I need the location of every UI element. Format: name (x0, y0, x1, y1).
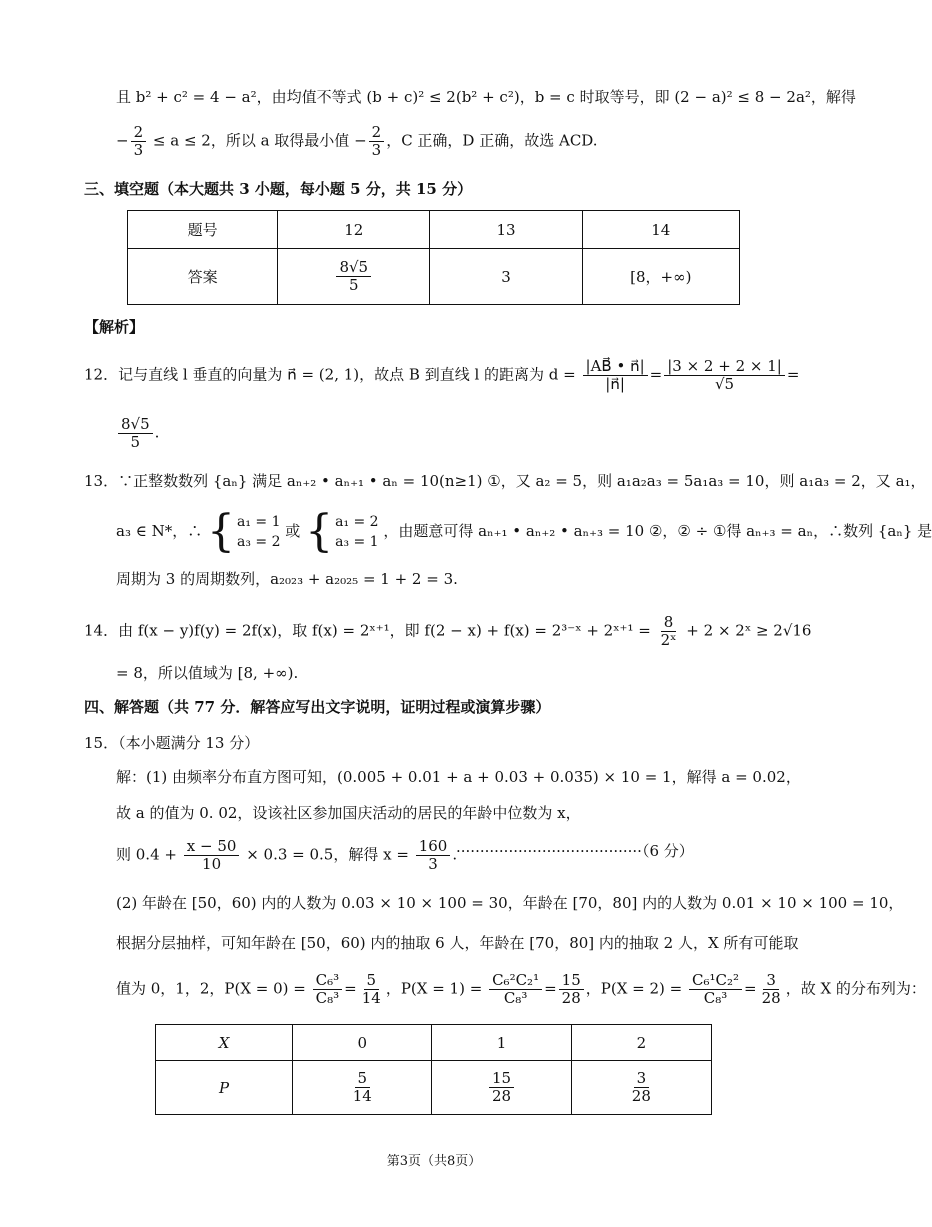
text-p15-6-end: ，故 X 的分布列为： (785, 979, 926, 998)
analysis-label: 【解析】 (84, 318, 145, 336)
cell-p-2 (571, 1061, 711, 1115)
left-brace-icon: { (305, 506, 334, 557)
problem-12-line-2 (116, 416, 808, 451)
frac-den: C₈³ (503, 989, 528, 1007)
section-heading-answers (84, 694, 808, 720)
problem-15-line-2 (116, 800, 808, 826)
fraction-p2 (629, 1070, 654, 1105)
system-row: a₃ = 2 (237, 534, 281, 550)
frac-num: 2 (131, 124, 147, 142)
left-brace-icon: { (207, 506, 236, 557)
section-3-title: 三、填空题（本大题共 3 小题，每小题 5 分，共 15 分） (84, 180, 473, 198)
problem-13-line-2 (116, 506, 932, 557)
problem-15-title (84, 730, 808, 756)
text-line-2 (116, 124, 808, 159)
frac-den: 5 (349, 276, 359, 294)
text-p14-a-post: + 2 × 2ˣ ≥ 2√16 (686, 621, 812, 640)
frac-num: 160 (416, 838, 451, 856)
cell-header-12: 12 (278, 211, 430, 249)
cell-header-label: 题号 (128, 211, 278, 249)
frac-num: 2 (369, 124, 385, 142)
page-number: 第3页（共8页） (386, 1154, 482, 1169)
equals-sign: = (786, 365, 800, 384)
problem-15-line-3 (116, 838, 808, 873)
fraction-c62c21-over-c83 (489, 972, 542, 1007)
cell-answer-12 (278, 249, 430, 305)
frac-num: 3 (763, 972, 779, 990)
frac-den: 5 (130, 433, 141, 451)
text-p15-2: 故 a 的值为 0. 02，设该社区参加国庆活动的居民的年龄中位数为 x， (116, 804, 581, 822)
text-p13-b-pre: a₃ ∈ N*，∴ (116, 522, 203, 540)
equation-system-1 (207, 506, 281, 557)
fraction-160-over-3 (416, 838, 451, 873)
system-row: a₁ = 1 (237, 514, 281, 530)
cell-header-14: 14 (582, 211, 739, 249)
frac-den: 28 (492, 1087, 512, 1105)
text-p15-6-mid2: ，P(X = 2) = (585, 979, 683, 998)
problem-15-line-5 (116, 930, 808, 956)
equals-sign: = (649, 365, 663, 384)
frac-num: C₆¹C₂² (689, 972, 742, 990)
text-l2-post: ，C 正确，D 正确，故选 ACD. (386, 131, 598, 150)
leader-dots (456, 838, 694, 864)
frac-den: 14 (352, 1087, 372, 1105)
frac-den: 3 (371, 141, 382, 159)
cell-x-2: 2 (571, 1025, 711, 1061)
cell-x-1: 1 (432, 1025, 571, 1061)
fraction-x-minus-50-over-10 (184, 838, 240, 873)
page-footer (0, 1150, 868, 1169)
fraction-distance-value (664, 358, 785, 393)
distribution-table (155, 1024, 712, 1115)
frac-den: 14 (361, 989, 381, 1007)
equals-sign: = (544, 979, 557, 998)
text-l1: 且 b² + c² = 4 − a²，由均值不等式 (b + c)² ≤ 2(b² + c²)，b = c 时取等号，即 (2 − a)² ≤ 8 − 2a²，解得 (116, 88, 856, 106)
frac-den: 28 (761, 989, 781, 1007)
fraction-15-over-28 (559, 972, 584, 1007)
cell-answer-14: [8，+∞) (582, 249, 739, 305)
distribution-row-p (156, 1061, 712, 1115)
cell-p-1 (432, 1061, 571, 1115)
problem-15-line-1 (116, 764, 808, 790)
frac-num: |AB⃗ • n⃗| (583, 358, 648, 376)
frac-den: 3 (133, 141, 144, 159)
frac-num: 8 (661, 614, 677, 632)
problem-13-line-1 (84, 468, 926, 494)
fraction-c63-over-c83 (313, 972, 343, 1007)
text-p15-6-mid1: ，P(X = 1) = (385, 979, 483, 998)
problem-15-line-6 (116, 971, 926, 1007)
text-p15-4: (2) 年龄在 [50，60) 内的人数为 0.03 × 10 × 100 = 30，年龄在 [70，80] 内的人数为 0.01 × 10 × 100 = 10， (116, 894, 904, 912)
fraction-8-over-2x (658, 614, 680, 649)
fraction-two-thirds (369, 124, 385, 159)
distribution-row-x (156, 1025, 712, 1061)
period: . (154, 423, 160, 442)
text-p12-a: 12．记与直线 l 垂直的向量为 n⃗ = (2, 1)，故点 B 到直线 l 的距离为 d = (84, 365, 576, 384)
fraction-p1 (489, 1070, 514, 1105)
cell-p-0 (293, 1061, 432, 1115)
cell-x-label: X (156, 1025, 293, 1061)
frac-den: C₈³ (315, 989, 340, 1007)
fraction-p0 (350, 1070, 375, 1105)
frac-num: |3 × 2 + 2 × 1| (664, 358, 785, 376)
text-p15-6-pre: 值为 0，1，2，P(X = 0) = (116, 979, 306, 998)
frac-num: 15 (489, 1070, 514, 1088)
equals-sign: = (744, 979, 757, 998)
system-row: a₃ = 1 (335, 534, 379, 550)
cell-answer-13: 3 (430, 249, 582, 305)
answer-table-answer-row (128, 249, 740, 305)
frac-num: 5 (355, 1070, 371, 1088)
fraction-5-over-14 (359, 972, 384, 1007)
frac-num: 8√5 (118, 416, 153, 434)
equals-sign: = (344, 979, 357, 998)
text-l2-mid: ≤ a ≤ 2，所以 a 取得最小值 − (148, 131, 367, 150)
text-p15-1: 解：(1) 由频率分布直方图可知，(0.005 + 0.01 + a + 0.03 + 0.035) × 10 = 1，解得 a = 0.02， (116, 768, 801, 786)
period: . (452, 845, 458, 864)
frac-num: 3 (634, 1070, 650, 1088)
frac-num: C₆²C₂¹ (489, 972, 542, 990)
frac-den: √5 (714, 375, 735, 393)
text-p13-b-post: ，由题意可得 aₙ₊₁ • aₙ₊₂ • aₙ₊₃ = 10 ②，② ÷ ①得 aₙ₊₃ = aₙ，∴数列 {aₙ} 是 (383, 522, 932, 540)
text-p13-a: 13．∵正整数数列 {aₙ} 满足 aₙ₊₂ • aₙ₊₁ • aₙ = 10(n≥1) ①，又 a₂ = 5，则 a₁a₂a₃ = 5a₁a₃ = 10，则 a₁a₃ = 2，又 a₁， (84, 472, 926, 490)
problem-14-line-1 (84, 613, 812, 649)
cell-header-13: 13 (430, 211, 582, 249)
problem-12-line-1 (84, 358, 808, 393)
section-heading-fill-in (84, 176, 808, 202)
frac-den: C₈³ (703, 989, 728, 1007)
frac-den: |n⃗| (605, 375, 625, 393)
text-p15-3-pre: 则 0.4 + (116, 845, 177, 864)
text-p14-b: = 8，所以值域为 [8, +∞). (116, 664, 299, 682)
equation-system-2 (305, 506, 379, 557)
fraction-c61c22-over-c83 (689, 972, 742, 1007)
text-p14-a: 14．由 f(x − y)f(y) = 2f(x)，取 f(x) = 2ˣ⁺¹，即 f(2 − x) + f(x) = 2³⁻ˣ + 2ˣ⁺¹ = (84, 621, 651, 640)
text-p13-c: 周期为 3 的周期数列，a₂₀₂₃ + a₂₀₂₅ = 1 + 2 = 3. (116, 570, 458, 588)
frac-num: 15 (559, 972, 584, 990)
section-4-title: 四、解答题（共 77 分．解答应写出文字说明，证明过程或演算步骤） (84, 698, 551, 716)
text-p15-title: 15．（本小题满分 13 分） (84, 734, 260, 752)
fraction-distance-formula (583, 358, 648, 393)
answer-table-header-row (128, 211, 740, 249)
text-or: 或 (285, 522, 301, 540)
cell-p-label: P (156, 1061, 293, 1115)
fraction-neg-two-thirds (131, 124, 147, 159)
dots: ······································· (456, 842, 642, 860)
problem-13-line-3 (116, 566, 808, 592)
frac-den: 28 (631, 1087, 651, 1105)
problem-15-line-4 (116, 890, 904, 916)
frac-den: 10 (202, 855, 222, 873)
frac-den: 2ˣ (660, 631, 677, 649)
cell-x-0: 0 (293, 1025, 432, 1061)
frac-num: 8√5 (336, 259, 371, 277)
text-p15-5: 根据分层抽样，可知年龄在 [50，60) 内的抽取 6 人，年龄在 [70，80] 内的抽取 2 人，X 所有可能取 (116, 934, 799, 952)
analysis-heading (84, 314, 808, 340)
fraction-answer-12 (336, 259, 371, 294)
score-note: （6 分） (641, 842, 694, 860)
frac-den: 3 (428, 855, 438, 873)
text-p15-3-mid: × 0.3 = 0.5，解得 x = (246, 845, 409, 864)
fraction-8-root5-over-5 (118, 416, 153, 451)
cell-answer-label: 答案 (128, 249, 278, 305)
text-l2-pre: − (116, 131, 129, 150)
frac-num: x − 50 (184, 838, 240, 856)
answer-table (127, 210, 740, 305)
frac-num: 5 (364, 972, 380, 990)
frac-den: 28 (561, 989, 581, 1007)
frac-num: C₆³ (313, 972, 343, 990)
system-row: a₁ = 2 (335, 514, 379, 530)
problem-14-line-2 (116, 660, 808, 686)
text-line-1 (116, 84, 856, 110)
fraction-3-over-28 (759, 972, 784, 1007)
